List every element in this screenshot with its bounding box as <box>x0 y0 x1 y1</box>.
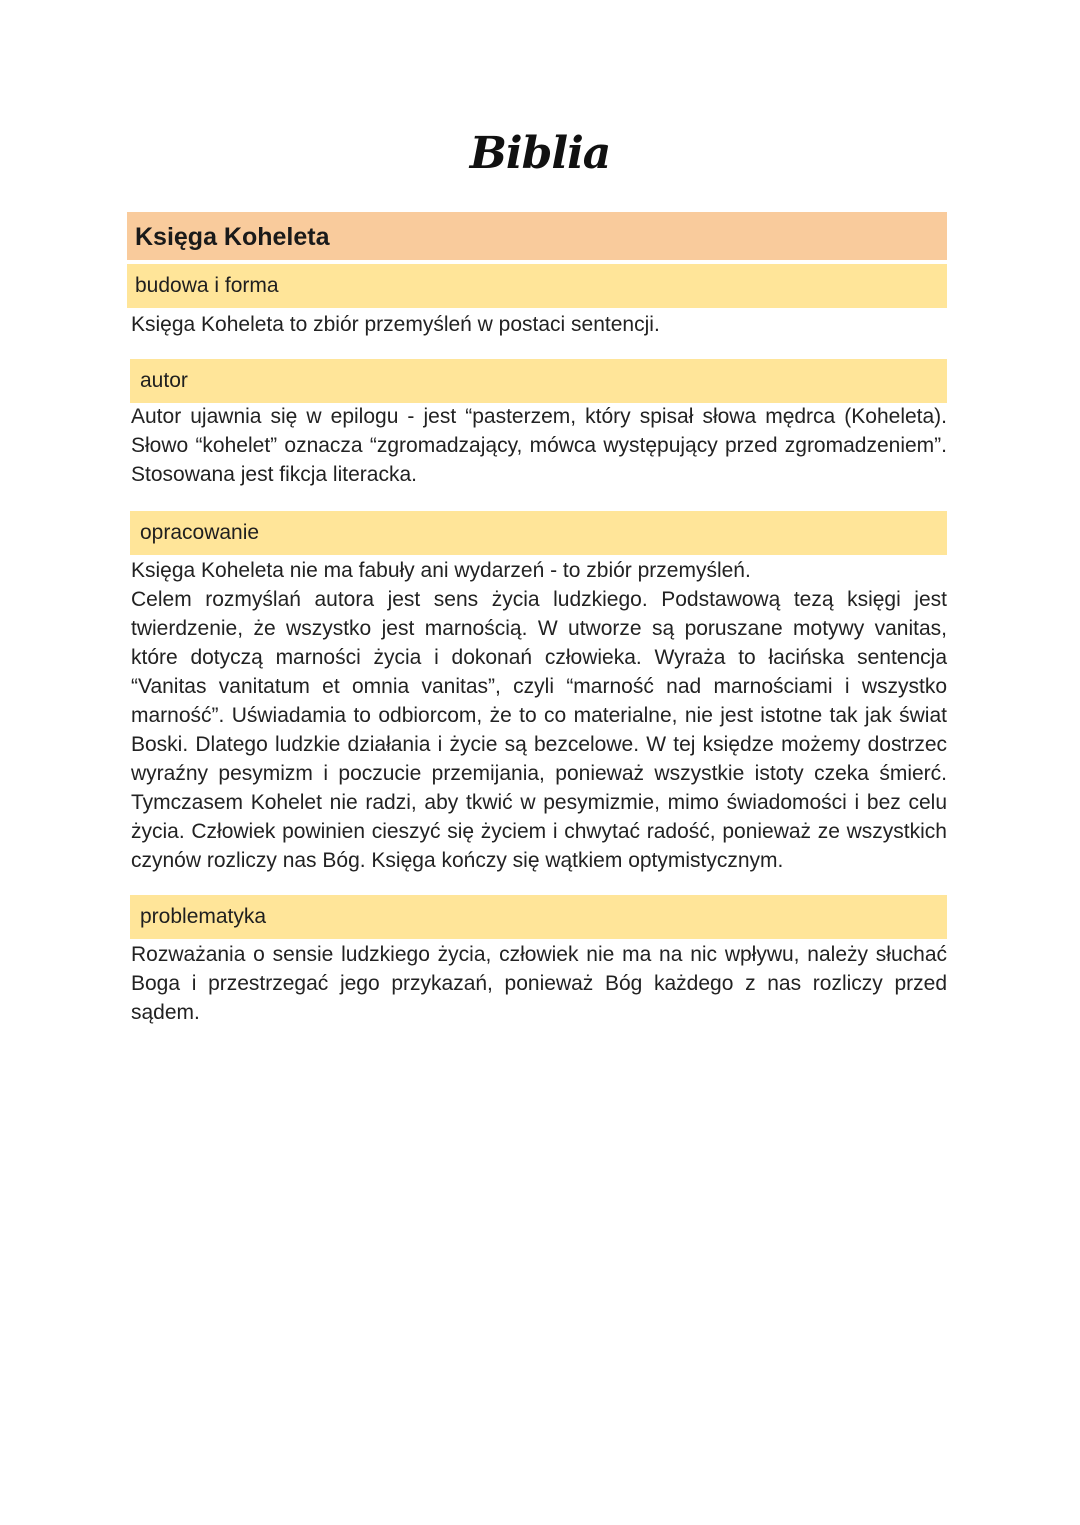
section-title: Księga Koheleta <box>127 212 947 260</box>
subsection-heading-budowa: budowa i forma <box>127 264 947 308</box>
paragraph: Rozważania o sensie ludzkiego życia, człowiek nie ma na nic wpływu, należy słuchać Boga i przestrzegać jego przykazań, ponieważ Bóg każdego z nas rozliczy przed sądem. <box>131 943 947 1024</box>
paragraph: Księga Koheleta nie ma fabuły ani wydarzeń - to zbiór przemyśleń. <box>131 559 751 582</box>
paragraph: Autor ujawnia się w epilogu - jest “pasterzem, który spisał słowa mędrca (Koheleta). Słowo “kohelet” oznacza “zgromadzający, mówca występujący przed zgromadzeniem”. Stosowana jest fikcja literacka. <box>131 405 947 486</box>
paragraph: Księga Koheleta to zbiór przemyśleń w postaci sentencji. <box>131 313 660 336</box>
subsection-body-autor <box>127 402 947 489</box>
subsection-heading-opracowanie: opracowanie <box>130 511 947 555</box>
subsection-heading-autor: autor <box>130 359 947 403</box>
subsection-body-problematyka <box>127 940 947 1027</box>
content-section <box>127 212 947 1027</box>
subsection-body-opracowanie <box>127 556 947 875</box>
paragraph: Celem rozmyślań autora jest sens życia ludzkiego. Podstawową tezą księgi jest twierdzenie, że wszystko jest marnością. W utworze są poruszane motywy vanitas, które dotyczą marności życia i dokonań człowieka. Wyraża to łacińska sentencja “Vanitas vanitatum et omnia vanitas”, czyli “marność nad marnościami i wszystko marność”. Uświadamia to odbiorcom, że to co materialne, nie jest istotne tak jak świat Boski. Dlatego ludzkie działania i życie są bezcelowe. W tej księdze możemy dostrzec wyraźny pesymizm i poczucie przemijania, ponieważ wszystkie istoty czeka śmierć. Tymczasem Kohelet nie radzi, aby tkwić w pesymizmie, mimo świadomości i bez celu życia. Człowiek powinien cieszyć się życiem i chwytać radość, ponieważ ze wszystkich czynów rozliczy nas Bóg. Księga kończy się wątkiem optymistycznym. <box>131 588 947 872</box>
subsection-body-budowa <box>127 310 947 339</box>
subsection-heading-problematyka: problematyka <box>130 895 947 939</box>
page-title: Biblia <box>469 128 611 179</box>
